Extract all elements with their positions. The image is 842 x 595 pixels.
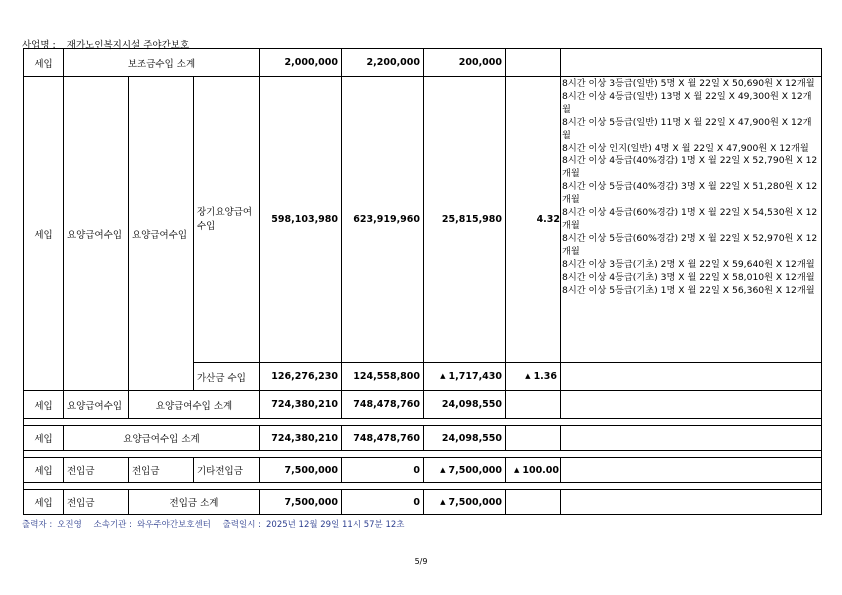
calc-line: 8시간 이상 5등급(40%경감) 3명 X 월 22일 X 51,280원 X 12개월 — [562, 181, 818, 206]
calc-line: 8시간 이상 3등급(일반) 5명 X 월 22일 X 50,690원 X 12개월 — [562, 78, 815, 89]
amount-current: 748,478,760 — [342, 426, 424, 451]
subtotal-label: 요양급여수입 소계 — [64, 426, 260, 451]
page-number: 5/9 — [414, 557, 428, 566]
category-1: 요양급여수입 — [64, 391, 129, 419]
amount-diff: 24,098,550 — [424, 391, 506, 419]
table-row-transfer-subtotal — [24, 490, 822, 515]
category-2: 요양급여수입 — [129, 77, 194, 391]
row-kind: 세입 — [24, 426, 64, 451]
decrease-icon: ▲ — [440, 497, 446, 506]
subtotal-label: 요양급여수입 소계 — [129, 391, 260, 419]
amount-prev: 724,380,210 — [260, 391, 342, 419]
amount-current: 2,200,000 — [342, 49, 424, 77]
decrease-icon: ▲ — [440, 372, 446, 380]
category-2: 전입금 — [129, 458, 194, 483]
calc-line: 8시간 이상 5등급(기초) 1명 X 월 22일 X 56,360원 X 12개월 — [562, 284, 815, 296]
category-1: 요양급여수입 — [64, 77, 129, 391]
amount-current: 124,558,800 — [342, 363, 424, 391]
amount-diff: 24,098,550 — [424, 426, 506, 451]
facility-name: 재가노인복지시설 주야간보호 — [66, 40, 190, 51]
calc-basis — [561, 426, 822, 451]
amount-diff: 200,000 — [424, 49, 506, 77]
budget-table — [23, 48, 822, 515]
spacer-row — [24, 451, 822, 458]
amount-prev: 598,103,980 — [260, 77, 342, 363]
calc-line: 8시간 이상 4등급(기초) 3명 X 월 22일 X 58,010원 X 12개월 — [562, 271, 815, 283]
calc-line: 8시간 이상 4등급(일반) 13명 X 월 22일 X 49,300원 X 12개월 — [562, 90, 812, 115]
calc-basis — [561, 363, 822, 391]
print-info — [22, 518, 410, 530]
row-kind: 세입 — [24, 458, 64, 483]
category-3: 가산금 수입 — [194, 363, 260, 391]
printer-name: 오진영 — [57, 520, 82, 530]
calc-line: 8시간 이상 3등급(기초) 2명 X 월 22일 X 59,640원 X 12개월 — [562, 258, 815, 270]
rate — [506, 49, 561, 77]
amount-diff: ▲ 1,717,430 — [424, 363, 506, 391]
calc-line: 8시간 이상 4등급(60%경감) 1명 X 월 22일 X 54,530원 X 12개월 — [562, 207, 818, 231]
rate: ▲ 100.00 — [506, 458, 561, 483]
amount-prev: 7,500,000 — [260, 490, 342, 515]
amount-prev: 2,000,000 — [260, 49, 342, 77]
amount-diff: ▲ 7,500,000 — [424, 490, 506, 515]
print-time: 2025년 12월 29일 11시 57분 12초 — [266, 520, 405, 530]
subtotal-label: 전입금 소계 — [129, 490, 260, 515]
category-1: 전입금 — [64, 458, 129, 483]
amount-diff: ▲ 7,500,000 — [424, 458, 506, 483]
decrease-icon: ▲ — [440, 465, 446, 474]
printer-label: 출력자 : — [22, 520, 53, 530]
row-kind: 세입 — [24, 490, 64, 515]
org-name: 와우주야간보호센터 — [136, 520, 211, 530]
amount-current: 748,478,760 — [342, 391, 424, 419]
table-row-ltc — [24, 77, 822, 363]
calc-basis — [561, 458, 822, 483]
category-1: 전입금 — [64, 490, 129, 515]
amount-current: 623,919,960 — [342, 77, 424, 363]
calc-line: 8시간 이상 5등급(일반) 11명 X 월 22일 X 47,900원 X 12개월 — [562, 116, 812, 141]
rate — [506, 490, 561, 515]
print-time-label: 출력일시 : — [222, 520, 261, 530]
spacer-row — [24, 483, 822, 490]
rate: 4.32 — [506, 77, 561, 363]
table-row-transfer-other — [24, 458, 822, 483]
row-kind: 세입 — [24, 77, 64, 391]
decrease-icon: ▲ — [525, 372, 531, 380]
category-3: 기타전입금 — [194, 458, 260, 483]
calc-basis — [561, 391, 822, 419]
calc-line: 8시간 이상 5등급(60%경감) 2명 X 월 22일 X 52,970원 X 12개월 — [562, 232, 818, 257]
rate — [506, 426, 561, 451]
table-row-care-subtotal — [24, 391, 822, 419]
category-3: 장기요양급여수입 — [194, 77, 260, 363]
decrease-icon: ▲ — [513, 465, 520, 474]
amount-current: 0 — [342, 458, 424, 483]
rate: ▲ 1.36 — [506, 363, 561, 391]
rate — [506, 391, 561, 419]
subtotal-label: 보조금수입 소계 — [64, 49, 260, 77]
amount-diff: 25,815,980 — [424, 77, 506, 363]
table-row-subsidy-subtotal — [24, 49, 822, 77]
calc-basis — [561, 77, 822, 363]
spacer-row — [24, 419, 822, 426]
facility-label: 사업명 : — [22, 40, 56, 51]
calc-basis — [561, 49, 822, 77]
row-kind: 세입 — [24, 391, 64, 419]
calc-line: 8시간 이상 4등급(40%경감) 1명 X 월 22일 X 52,790원 X 12개월 — [562, 155, 818, 180]
amount-current: 0 — [342, 490, 424, 515]
org-label: 소속기관 : — [93, 520, 132, 530]
calc-line: 8시간 이상 인지(일반) 4명 X 월 22일 X 47,900원 X 12개월 — [562, 142, 809, 154]
table-row-care-total — [24, 426, 822, 451]
amount-prev: 126,276,230 — [260, 363, 342, 391]
amount-prev: 724,380,210 — [260, 426, 342, 451]
calc-basis — [561, 490, 822, 515]
row-kind: 세입 — [24, 49, 64, 77]
amount-prev: 7,500,000 — [260, 458, 342, 483]
